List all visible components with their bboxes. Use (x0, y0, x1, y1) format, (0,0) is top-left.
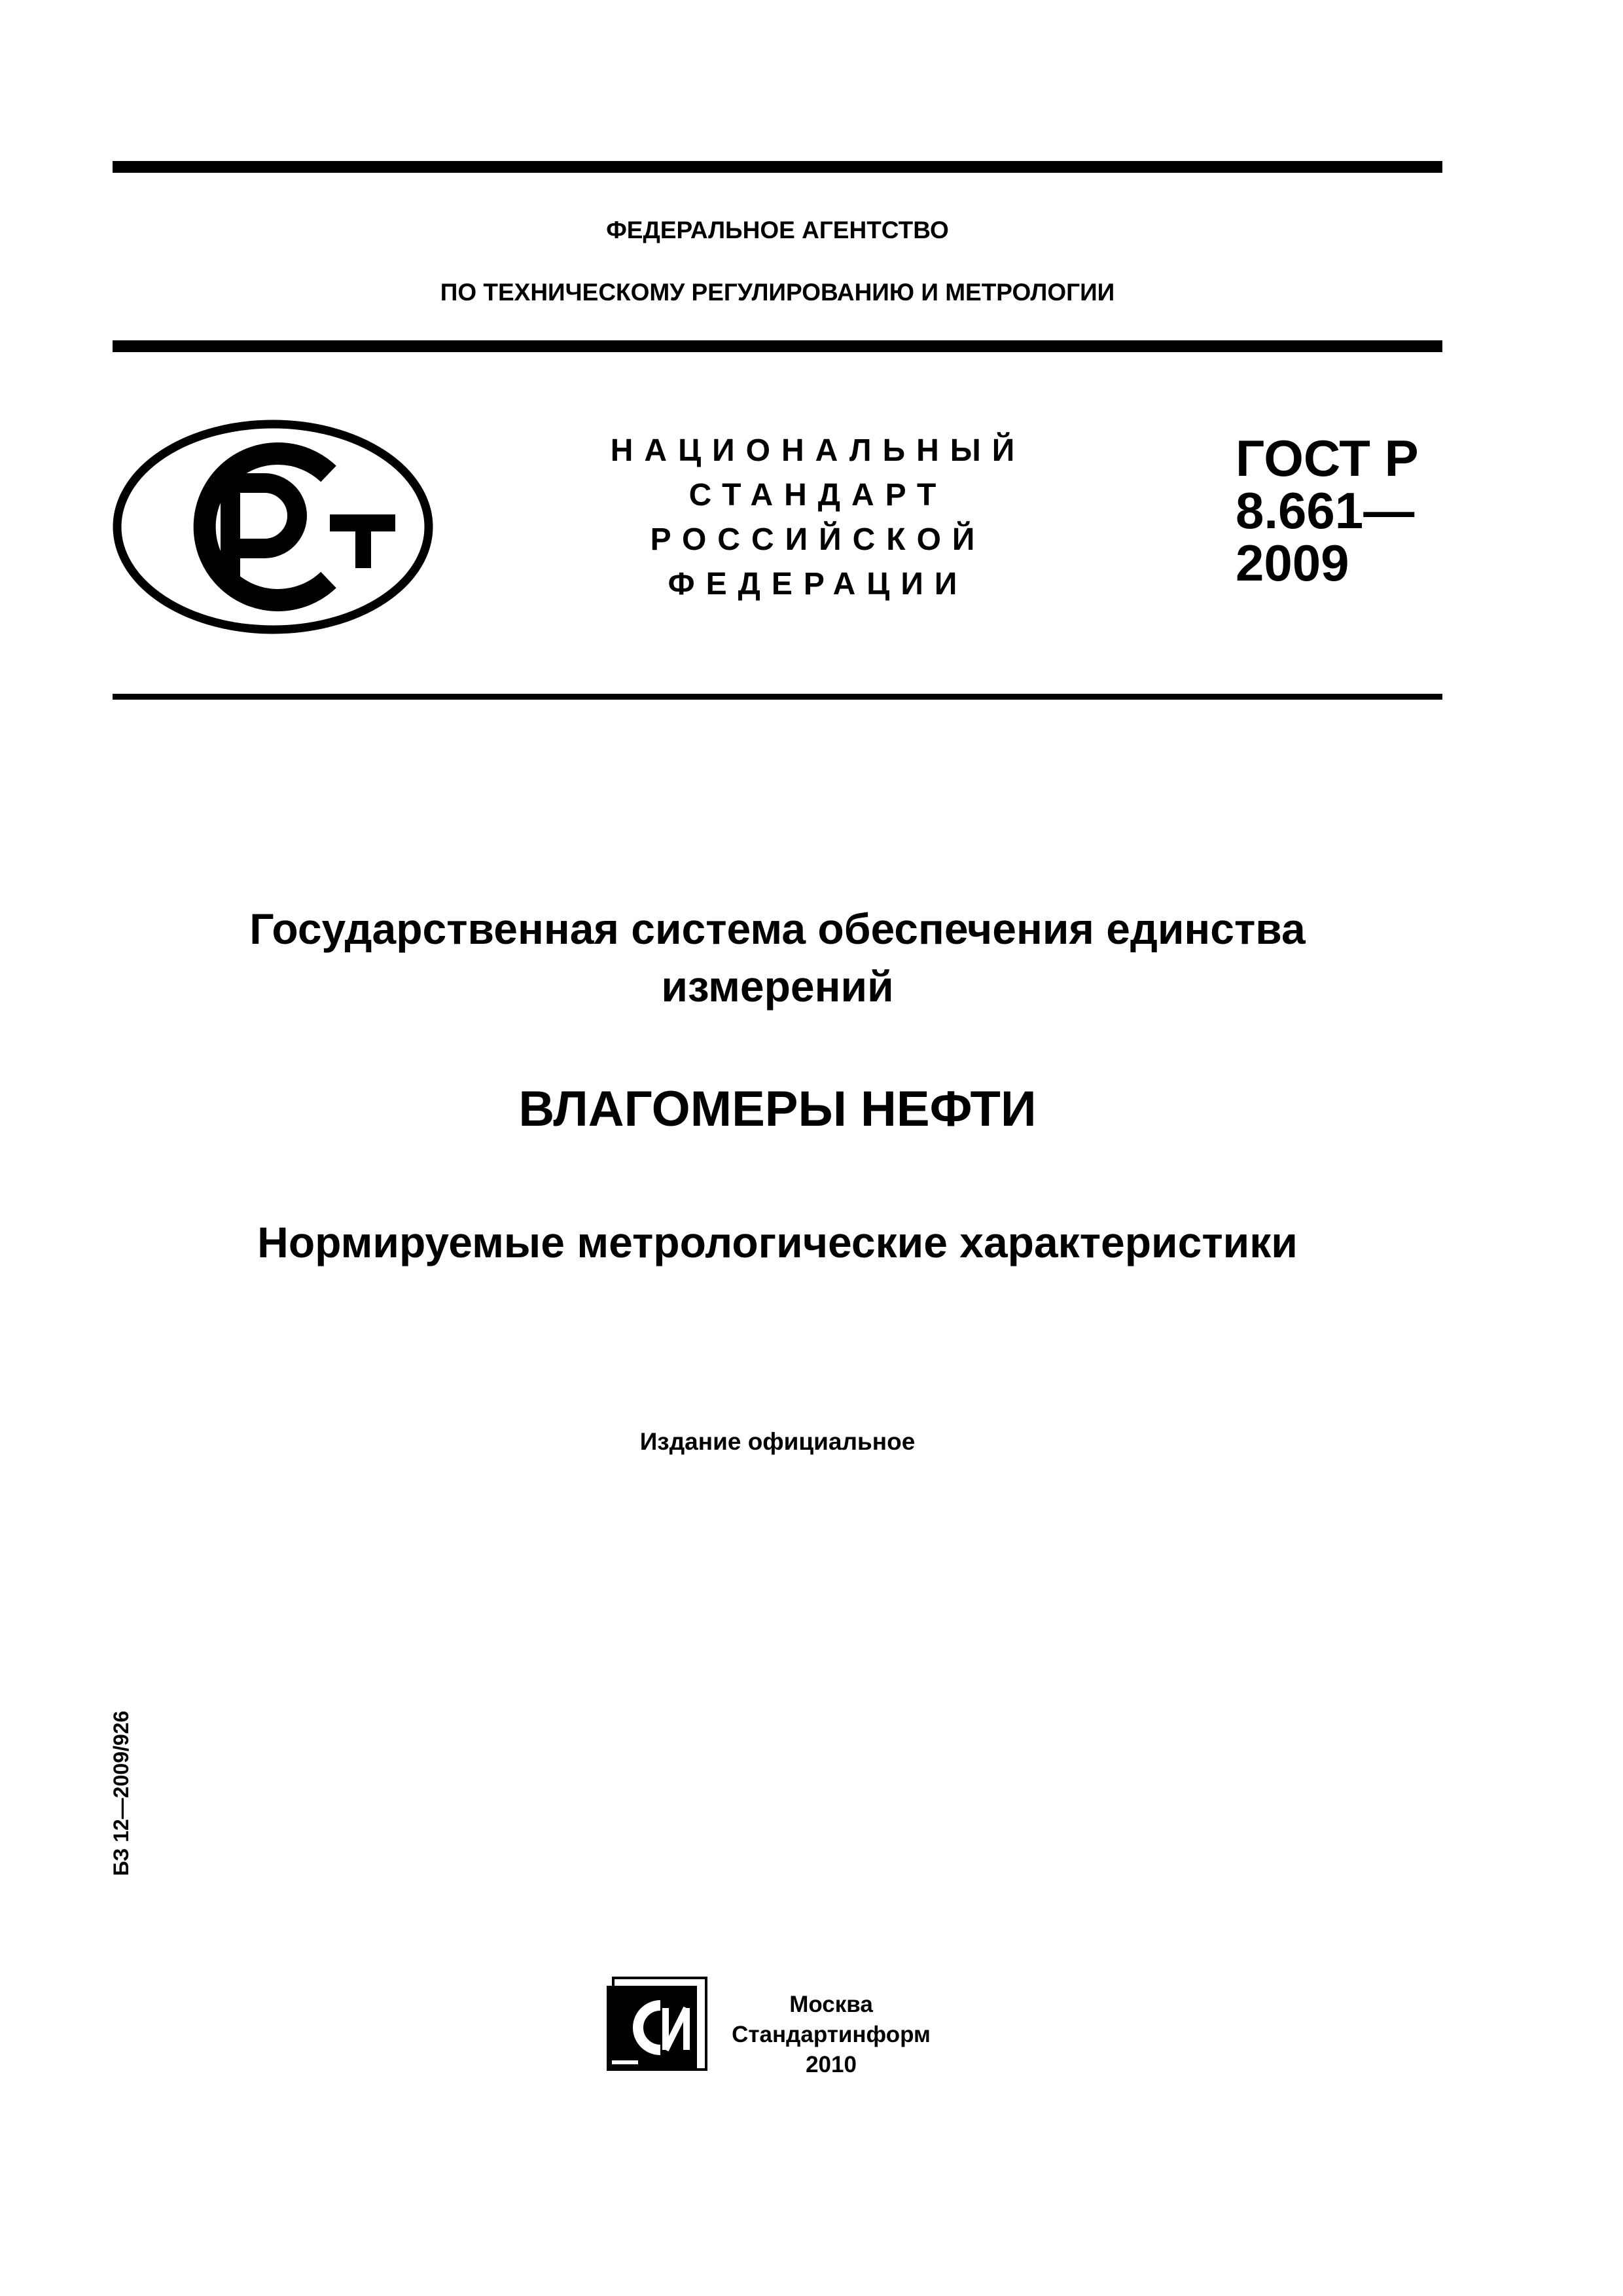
standartinform-logo-icon (605, 1977, 709, 2073)
series-title-line-2: измерений (661, 962, 894, 1011)
agency-name-line-1: ФЕДЕРАЛЬНОЕ АГЕНТСТВО (606, 217, 949, 243)
designation-line-1: ГОСТ Р (1236, 429, 1419, 487)
publisher-year: 2010 (806, 2052, 857, 2077)
middle-rule (113, 340, 1442, 352)
standard-type-line-3: РОССИЙСКОЙ (650, 522, 986, 557)
main-title: ВЛАГОМЕРЫ НЕФТИ (518, 1081, 1037, 1137)
rst-mark-icon (113, 419, 433, 635)
top-rule (113, 161, 1442, 173)
designation-line-2: 8.661— (1236, 482, 1415, 539)
subtitle: Нормируемые метрологические характеристики (257, 1218, 1298, 1266)
edition-label: Издание официальное (639, 1428, 916, 1455)
side-code: БЗ 12—2009/926 (109, 1710, 133, 1876)
lower-rule (113, 694, 1442, 700)
standard-type-line-2: СТАНДАРТ (688, 478, 948, 512)
publisher-block (720, 1990, 942, 2080)
national-standard-label (550, 429, 1086, 607)
designation-line-3: 2009 (1236, 534, 1349, 592)
standard-type-line-4: ФЕДЕРАЦИИ (668, 567, 969, 601)
series-title-line-1: Государственная система обеспечения единства (249, 905, 1306, 953)
series-title (113, 900, 1442, 1015)
standard-designation (1236, 429, 1438, 592)
publisher-name: Стандартинформ (732, 2022, 931, 2047)
agency-name-line-2: ПО ТЕХНИЧЕСКОМУ РЕГУЛИРОВАНИЮ И МЕТРОЛОГИИ (440, 279, 1115, 306)
publisher-city: Москва (789, 1992, 873, 2017)
standard-type-line-1: НАЦИОНАЛЬНЫЙ (610, 433, 1026, 468)
